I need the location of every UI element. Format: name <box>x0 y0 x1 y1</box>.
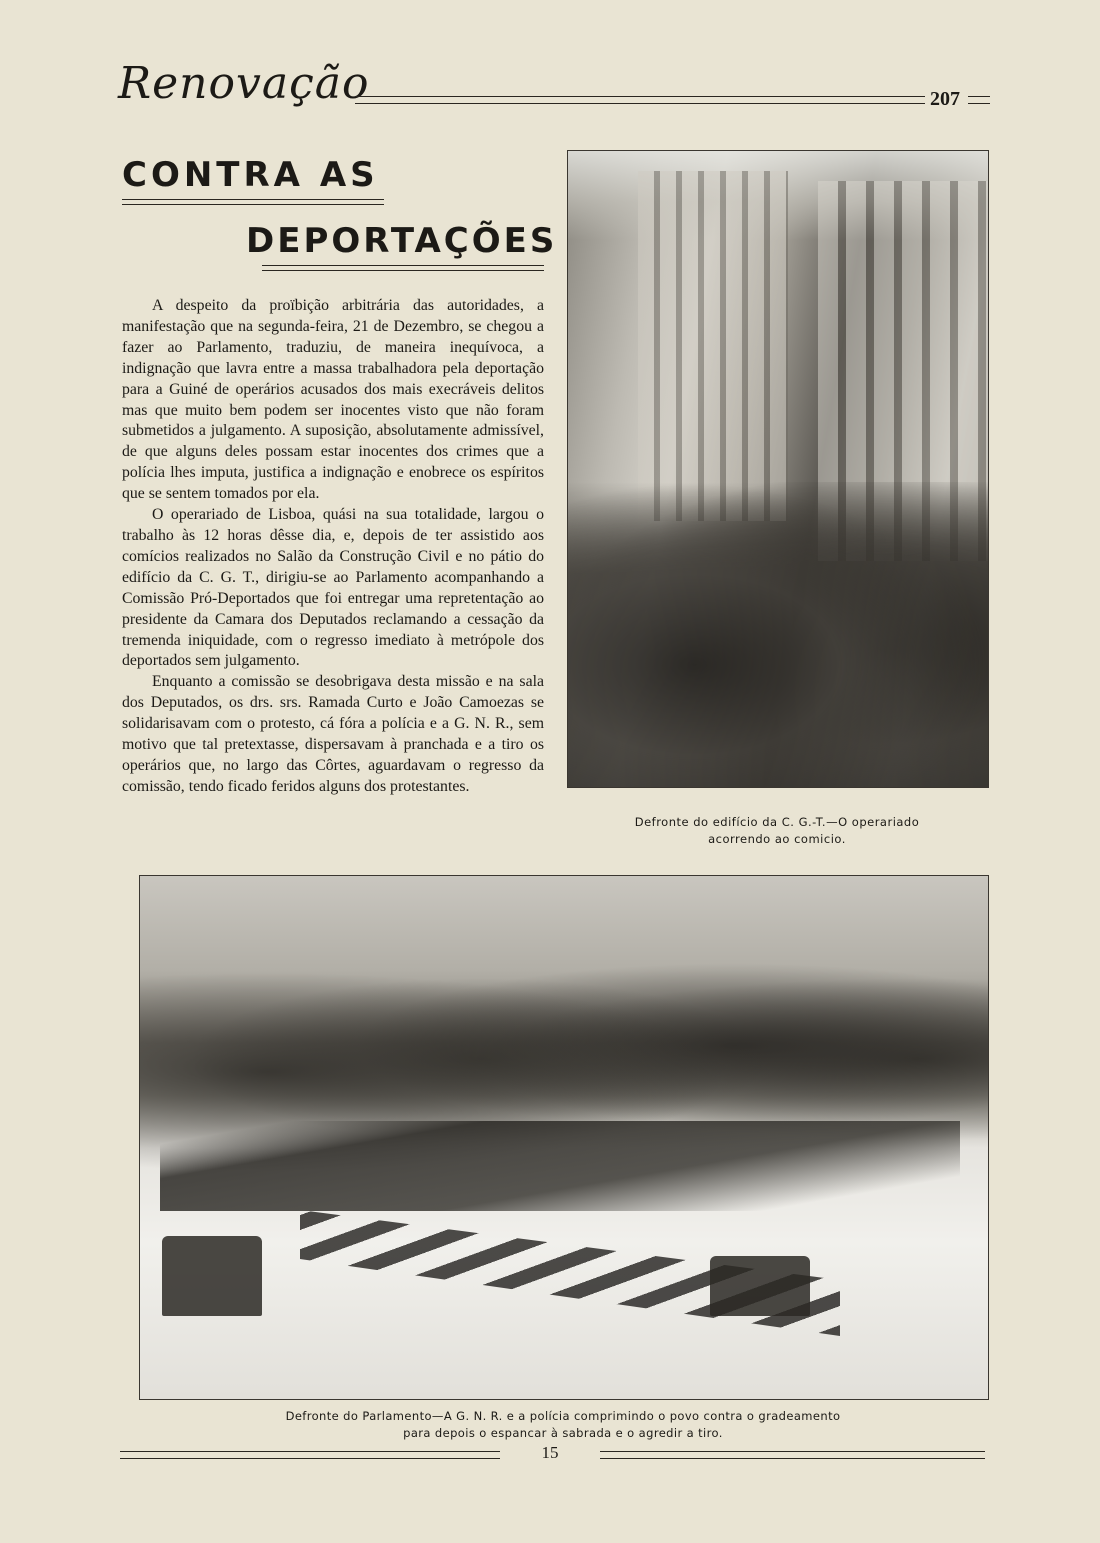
article-paragraph-2: O operariado de Lisboa, quási na sua totalidade, largou o trabalho às 12 horas dêsse dia, e, depois de ter assistido aos comícios realizados no Salão da Construção Civil e no pátio do edifício da C. G. T., dirigiu-se ao Parlamento acompanhando a Comissão Pró-Deportados que foi entregar uma repretentação ao presidente da Camara dos Deputados reclamando a cessação da tremenda iniquidade, com o regresso imediato à metrópole dos deportados sem julgamento. <box>122 506 544 670</box>
photo-parliament <box>139 875 989 1400</box>
headline-line-2: DEPORTAÇÕES <box>246 221 558 261</box>
photo-caption-2-line-1: Defronte do Parlamento—A G. N. R. e a polícia comprimindo o povo contra o gradeamento <box>285 1409 841 1423</box>
photo-crowd-line <box>160 1121 960 1211</box>
photo-car-left <box>162 1236 262 1316</box>
photo-caption-2 <box>139 1408 987 1442</box>
article-paragraph-3: Enquanto a comissão se desobrigava desta missão e na sala dos Deputados, os drs. srs. Ramada Curto e João Camoezas se solidarisavam com o protesto, cá fóra a polícia e a G. N. R., sem motivo que tal pretextasse, dispersavam à pranchada e a tiro os operários que, no largo das Côrtes, aguardavam o regresso da comissão, tendo ficado feridos alguns dos protestantes. <box>122 673 544 795</box>
article-body <box>122 296 544 798</box>
masthead-rule <box>355 96 925 104</box>
headline-line-1: CONTRA AS <box>122 155 379 195</box>
headline-rule-1 <box>122 199 384 205</box>
photo-building-left <box>638 171 788 521</box>
page-number-bottom: 15 <box>541 1443 559 1462</box>
page-number-top: 207 <box>930 88 960 110</box>
photo-crowd <box>568 482 988 787</box>
photo-caption-2-line-2: para depois o espancar à sabrada e o agredir a tiro. <box>403 1426 723 1440</box>
footer-rule-right <box>600 1451 985 1459</box>
photo-cgt-building <box>567 150 989 788</box>
photo-car-right <box>710 1256 810 1316</box>
masthead-logo: Renovação <box>118 58 370 109</box>
masthead-rule-right <box>968 96 990 104</box>
article-paragraph-1: A despeito da proïbição arbitrária das autoridades, a manifestação que na segunda-feira, 21 de Dezembro, se chegou a fazer ao Parlamento, traduziu, de maneira inequívoca, a indignação que lavra entre a massa trabalhadora pela deportação para a Guiné de operários acusados dos mais execráveis delitos mas que muito bem podem ser inocentes visto que não foram submetidos a julgamento. A suposição, absolutamente admissível, de que alguns deles possam estar inocentes dos crimes que a polícia lhes imputa, justifica a indignação e enobrece os espíritos que se sentem tomados por ela. <box>122 297 544 503</box>
headline-rule-2 <box>262 265 544 271</box>
photo-caption-1-line-1: Defronte do edifício da C. G.-T.—O operariado <box>634 815 920 829</box>
photo-caption-1-line-2: acorrendo ao comicio. <box>708 832 846 846</box>
photo-caption-1 <box>567 814 987 848</box>
footer-rule-left <box>120 1451 500 1459</box>
